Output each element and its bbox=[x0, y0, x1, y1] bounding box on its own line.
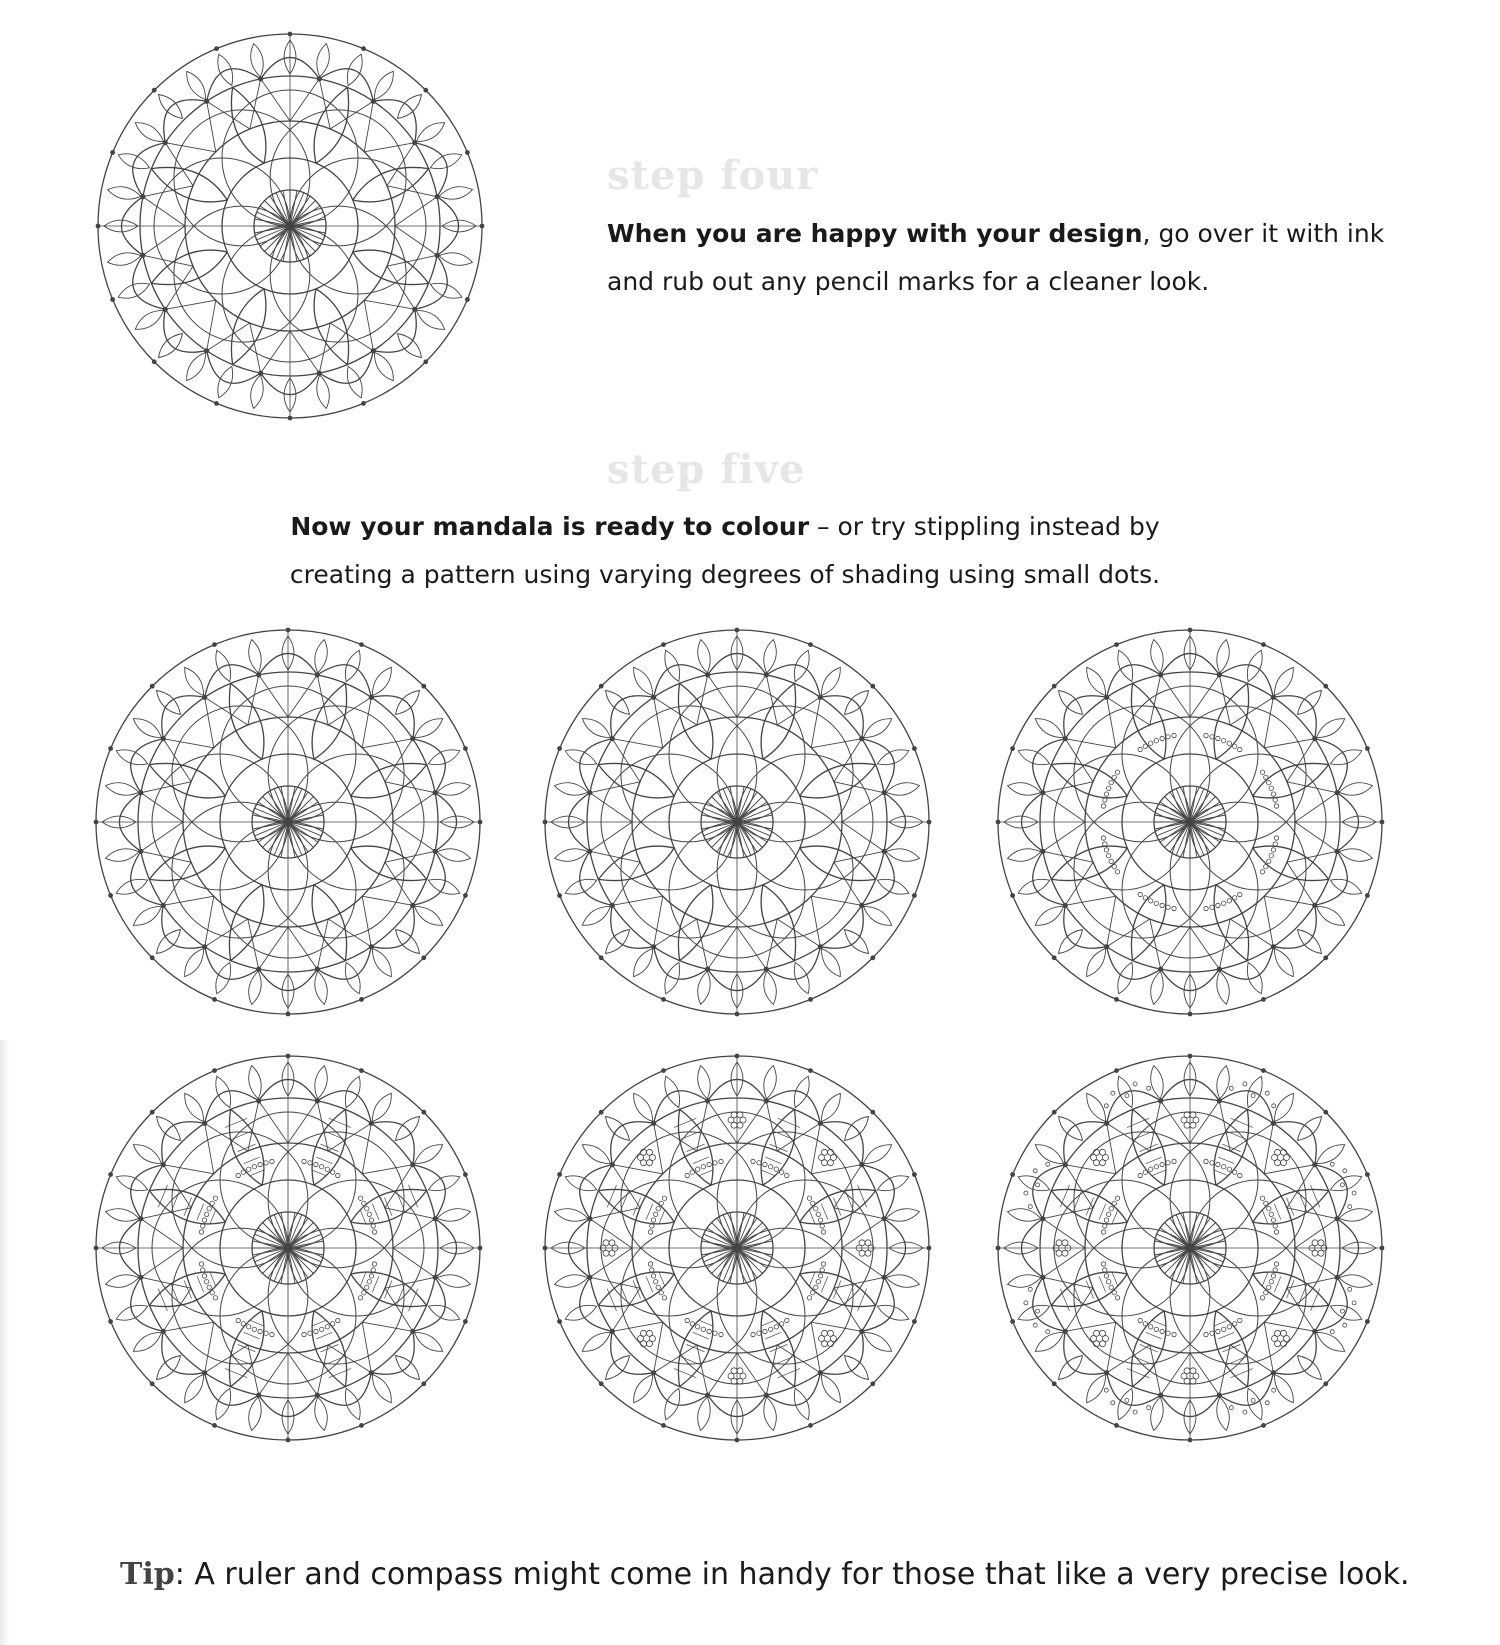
mandala-variation-1 bbox=[88, 622, 488, 1022]
mandala-variation-3 bbox=[990, 622, 1390, 1022]
mandala-variation-6 bbox=[990, 1048, 1390, 1448]
step-five-bold-text: Now your mandala is ready to colour bbox=[290, 512, 810, 541]
tip-label: Tip bbox=[120, 1557, 175, 1592]
step-four-mandala bbox=[90, 26, 490, 426]
step-five-heading: step five bbox=[607, 446, 806, 493]
step-four-bold-text: When you are happy with your design bbox=[607, 219, 1143, 248]
mandala-variation-4 bbox=[88, 1048, 488, 1448]
step-four-instructions bbox=[607, 210, 1407, 306]
mandala-drawing bbox=[90, 26, 490, 426]
tip-body: : A ruler and compass might come in handy for those that like a very precise look. bbox=[174, 1557, 1410, 1592]
step-four-heading: step four bbox=[607, 152, 819, 199]
mandala-variation-2 bbox=[537, 622, 937, 1022]
mandala-variation-5 bbox=[537, 1048, 937, 1448]
step-five-second-line: creating a pattern using varying degrees of shading using small dots. bbox=[289, 560, 1161, 589]
step-four-rest-text: , go over it with ink and rub out any pencil marks for a cleaner look. bbox=[607, 219, 1385, 296]
tip-text bbox=[120, 1555, 1410, 1595]
page-edge-shadow bbox=[0, 1040, 10, 1645]
step-five-instructions bbox=[200, 503, 1250, 599]
step-five-rest-text: – or try stippling instead by bbox=[809, 512, 1160, 541]
